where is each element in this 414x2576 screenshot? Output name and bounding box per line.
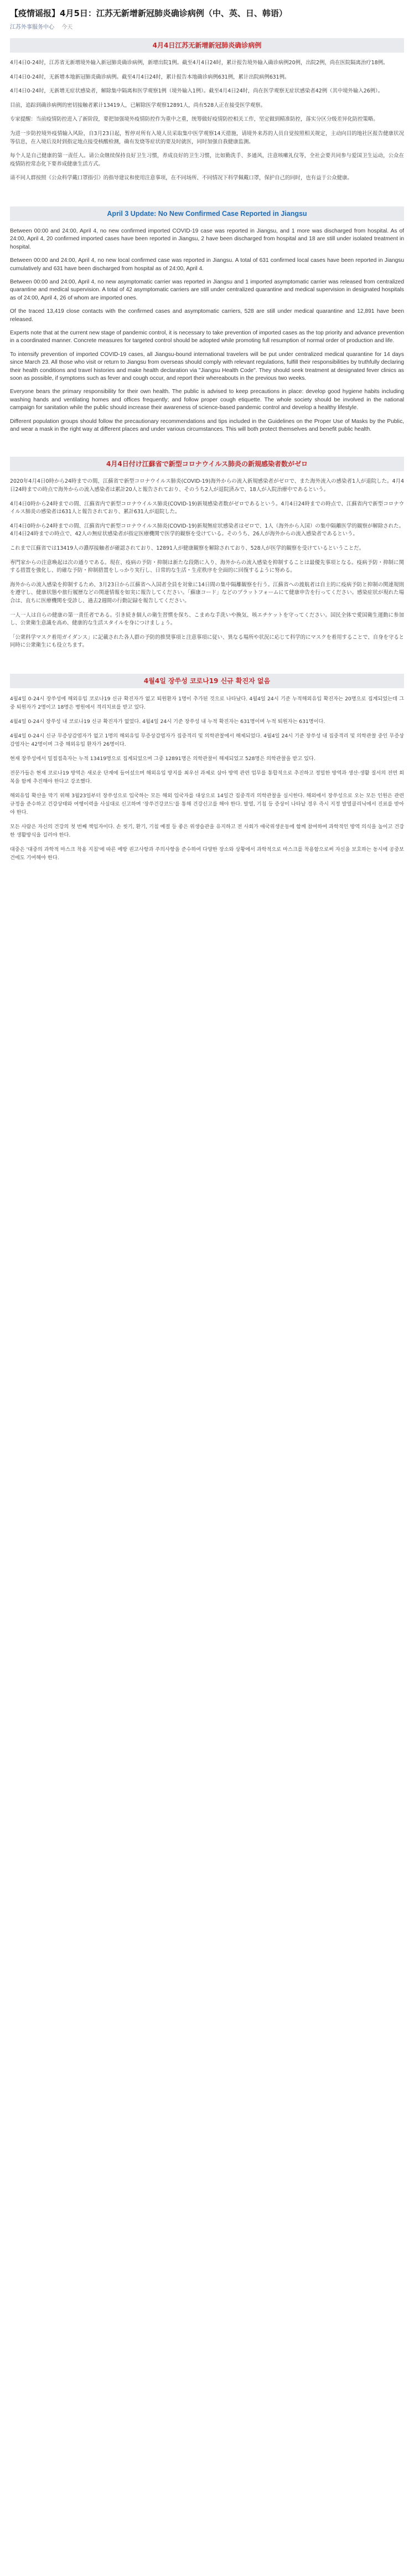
paragraph-en: To intensify prevention of imported COVID-19 cases, all Jiangsu-bound international travelers will be put under centralized medical quarantine for 14 days since March 23. All those who visit or return to Jiangsu from overseas should comply with relevant regulations, fulfill their responsibilities by truthfully declaring their health conditions and travel histories and make health declaration via "Jiangsu Health Code". They should seek treatment at designated fever clinics as soon as possible, if symptoms such as fever and cough occur, and report their whereabouts in the previous two weeks. <box>10 351 404 382</box>
section-heading-zh <box>10 38 404 53</box>
paragraph-ja: 2020年4月4日0時から24時までの間、江蘇省で新型コロナウイルス肺炎(COVID-19)海外からの流入新規感染者がゼロで、また海外流入の感染者1人が退院した。4月4日24時までの時点で海外からの流入感染者は累計20人と報告されており、そのうち2人が退院済みで、18人が入院治療中であるという。 <box>10 478 404 493</box>
paragraph-zh: 4月4日0-24时，无新增无症状感染者，解除集中隔离和医学观察1例（境外输入1例）。截至4月4日24时，尚在医学观察无症状感染者42例（其中境外输入26例）。 <box>10 88 384 95</box>
heading-ja: 4月4日付け江蘇省で新型コロナウイルス肺炎の新規感染者数がゼロ <box>106 460 308 468</box>
heading-zh: 4月4日江苏无新增新冠肺炎确诊病例 <box>152 42 262 49</box>
paragraph-zh: 4月4日0-24时，江苏省无新增境外输入新冠肺炎确诊病例，新增出院1例。截至4月4日24时，累计报告境外输入确诊病例20例，出院2例，尚在医院隔离治疗18例。 <box>10 60 389 66</box>
section-en <box>10 228 404 434</box>
article-title: 【疫情谣报】4月5日：江苏无新增新冠肺炎确诊病例（中、英、日、韩语） <box>10 8 287 18</box>
paragraph-en: Between 00:00 and 24:00, April 4, no new asymptomatic carrier was reported in Jiangsu and 1 imported asymptomatic carrier was released from centralized quarantine and medical supervision. A total of 42 asymptomatic carriers are still under centralized quarantine and medical supervision in designated hospitals as of 24:00, April 4, 26 of whom are imported ones. <box>10 278 404 301</box>
account-name-link[interactable]: 江苏外事服务中心 <box>10 24 54 30</box>
paragraph-ko: 4월4일 0-24시 장쑤성에 해외유입 코로나19 신규 확진자가 없고 퇴원환자 1명이 추가된 것으로 나타났다. 4월4일 24시 기준 누적해외유입 확진자는 20명으로 집계되었는데 그 중 퇴원자가 2명이고 18명은 병원에서 격리치료를 받고 있다. <box>10 695 404 710</box>
paragraph-zh: 目前，追踪到确诊病例的密切接触者累计13419人，已解除医学观察12891人，尚有528人正在接受医学观察。 <box>10 102 266 109</box>
paragraph-en: Everyone bears the primary responsibility for their own health. The public is advised to keep precautions in place: develop good hygiene habits including washing hands and ventilating homes and offices frequently; and follow proper cough etiquette. The whole society should be involved in the national campaign for sanitation while the public should increase their awareness of science-based pandemic control and develop a healthy lifestyle. <box>10 389 404 411</box>
paragraph-ko: 해외유입 확산을 막기 위해 3월23일부터 장쑤성으로 입국하는 모든 해외 입국자를 대상으로 14일간 집중격리 의학관찰을 실시한다. 해외에서 장쑤성으로 오는 모든 인원은 관련 규정을 준수하고 건강상태와 여행이력을 사실대로 신고하며 '장쑤건강코드'를 통해 건강신고를 해야 한다. 발열, 기침 등 증상이 나타날 경우 즉시 지정 발열클리닉에서 진료를 받아야 한다. <box>10 792 404 815</box>
paragraph-ko: 대중은 '대중의 과학적 마스크 착용 지침'에 따른 예방 권고사항과 주의사항을 준수하여 다양한 장소와 상황에서 과학적으로 마스크를 착용함으로써 자신을 보호하는 동시에 공중보건에도 기여해야 한다. <box>10 846 404 861</box>
paragraph-ja: 4月4日0時から24時までの間、江蘇省内で新型コロナウイルス肺炎(COVID-19)新規無症状感染者はゼロで、1人（海外から入国）の集中隔離医学的観察が解除された。4月4日24時までの時点で、42人の無症状感染者が指定医療機関で医学的観察を受けている。そのうち、26人が海外からの流入感染者であるという。 <box>10 523 404 538</box>
heading-en: April 3 Update: No New Confirmed Case Reported in Jiangsu <box>107 209 307 218</box>
section-ko <box>10 695 404 862</box>
paragraph-ja: 4月4日0時から24時までの間、江蘇省内で新型コロナウイルス肺炎(COVID-19)新規感染者数がゼロであるという。4月4日24時までの時点で、江蘇省内で新型コロナウイルス肺炎の感染者は631人と報告されており、累計631人が退院した。 <box>10 500 404 515</box>
paragraph-en: Between 00:00 and 24:00, April 4, no new local confirmed case was reported in Jiangsu. A total of 631 confirmed local cases have been reported in Jiangsu cumulatively and 631 have been discharged from hospital as of 24:00, April 4. <box>10 257 404 272</box>
paragraph-ko: 4월4일 0-24시 신규 무증상감염자가 없고 1명의 해외유입 무증상감염자가 집중격리 및 의학관찰에서 해제되었다. 4월4일 24시 기준 장쑤성 내 집중격리 및 의학관찰 중인 무증상감염자는 42명이며 그중 해외유입 환자가 26명이다. <box>10 732 404 747</box>
heading-ko: 4월4일 장쑤성 코로나19 신규 확진자 없음 <box>143 677 271 685</box>
article-page <box>0 0 414 890</box>
section-heading-ko <box>10 674 404 688</box>
paragraph-ja: これまで江蘇省では13419人の濃厚接触者が確認されており、12891人が健康観察を解除されており、528人が医学的観察を受けているということだ。 <box>10 545 365 552</box>
article-meta <box>10 22 404 30</box>
paragraph-ko: 전문가들은 현재 코로나19 방역은 새로운 단계에 들어섰으며 해외유입 방지를 최우선 과제로 삼아 방역 관련 업무를 통합적으로 추진하고 정밀한 방역과 생산·생활 질서의 전면 회복을 함께 추진해야 한다고 강조했다. <box>10 770 404 784</box>
paragraph-en: Of the traced 13,419 close contacts with the confirmed cases and asymptomatic carriers, 528 are still under medical quarantine and 12,891 have been released. <box>10 308 404 323</box>
section-zh <box>10 59 404 183</box>
paragraph-ko: 4월4일 0-24시 장쑤성 내 코로나19 신규 확진자가 없었다. 4월4일 24시 기준 장쑤성 내 누적 확진자는 631명이며 누적 퇴원자는 631명이다. <box>10 718 325 725</box>
section-heading-en <box>10 207 404 221</box>
publish-date: 今天 <box>61 24 73 30</box>
paragraph-ja: 専門家からの注意喚起は次の通りである。現在、疫病の予防・抑制は新たな段階に入り、海外からの流入感染を抑制することは最優先事項となる。疫病予防・抑制に関する措置を強化し、的確な予防・抑制措置をしっかり実行し、日常的な生活・生産秩序を全面的に回復するように努める。 <box>10 559 404 574</box>
paragraph-zh: 请不同人群按照《公众科学戴口罩指引》的指导建议和使用注意事项，在不同场所、不同情况下科学佩戴口罩，保护自己的同时，也有益于公众健康。 <box>10 175 353 182</box>
paragraph-en: Between 00:00 and 24:00, April 4, no new confirmed imported COVID-19 case was reported in Jiangsu, and 1 more was discharged from hospital. As of 24:00, April 4, 20 confirmed imported cases have been reported in Jiangsu, 2 have been discharged from hospital and 18 are still under isolated treatment in hospital. <box>10 228 404 250</box>
paragraph-zh: 每个人是自己健康的第一责任人。请公众继续保持良好卫生习惯，养成良好的卫生习惯，比如勤洗手、多通风，注意咳嗽礼仪等，全社会要共同参与爱国卫生运动，公众在疫情防控常态化下要养成健康生活方式。 <box>10 153 404 167</box>
paragraph-ja: 「公衆科学マスク着用ガイダンス」に記載された各人群の予防的推奨事項と注意事項に従い、異なる場所や状況に応じて科学的にマスクを着用することで、自身を守ると同時に公衆衛生にも役立ちます。 <box>10 634 404 649</box>
paragraph-ko: 현재 장쑤성에서 밀접접촉자는 누적 13419명으로 집계되었으며 그중 12891명은 의학관찰이 해제되었고 528명은 의학관찰을 받고 있다. <box>10 755 315 762</box>
paragraph-en: Different population groups should follow the precautionary recommendations and tips included in the Guidelines on the Proper Use of Masks by the Public, and wear a mask in the right way at different places and under various circumstances. This will both protect themselves and benefit public health. <box>10 418 404 433</box>
paragraph-zh: 4月4日0-24时，无新增本地新冠肺炎确诊病例。截至4月4日24时，累计报告本地确诊病例631例，累计出院病例631例。 <box>10 74 290 80</box>
paragraph-en: Experts note that at the current new stage of pandemic control, it is necessary to take prevention of imported cases as the top priority and advance prevention in a coordinated manner. Concrete measures for targeted control should be adopted while promoting full resumption of normal order of production and life. <box>10 330 404 344</box>
paragraph-zh: 专家提醒：当前疫情防控进入了新阶段，要把加强境外疫情防控作为重中之重，统筹做好疫情防控相关工作，坚定做到精准防控，落实分区分级差异化防控策略。 <box>10 116 379 123</box>
paragraph-ko: 모든 사람은 자신의 건강의 첫 번째 책임자이다. 손 씻기, 환기, 기침 예절 등 좋은 위생습관을 유지하고 전 사회가 애국위생운동에 함께 참여하여 과학적인 방역 의식을 높이고 건강한 생활방식을 길러야 한다. <box>10 823 404 838</box>
paragraph-ja: 海外からの流入感染を抑制するため、3月23日から江蘇省へ入国者全員を対象に14日間の集中隔離観察を行う。江蘇省への渡航者は自主的に疫病予防と抑制の関連規則を遵守し、健康状態や旅行履歴などの関連情報を如実に報告してください。「蘇康コード」などのプラットフォームにて健康申告を行ってください。感染症状が現れた場合は、直ちに医療機関を受診し、過去2週間の行動記録を報告してください。 <box>10 581 404 604</box>
section-heading-ja <box>10 457 404 471</box>
paragraph-ja: 一人一人は自らの健康の第一責任者である。引き続き個人の衛生習慣を保ち、こまめな手洗いや換気、咳エチケットを守ってください。国民全体で愛国衛生運動に参加し、公衆衛生意識を高め、健康的な生活スタイルを身につけましょう。 <box>10 612 404 627</box>
section-ja <box>10 478 404 650</box>
paragraph-zh: 为进一步防控境外疫情输入风险，自3月23日起，暂停对所有入境人员采取集中医学观察14天措施，请境外来苏的人员自觉按照相关规定，主动向目的地社区报告健康状况等信息，在入境后及时到指定地点接受核酸检测，确有发烧等症状的要及时就医，同时加强自我健康监测。 <box>10 130 404 145</box>
